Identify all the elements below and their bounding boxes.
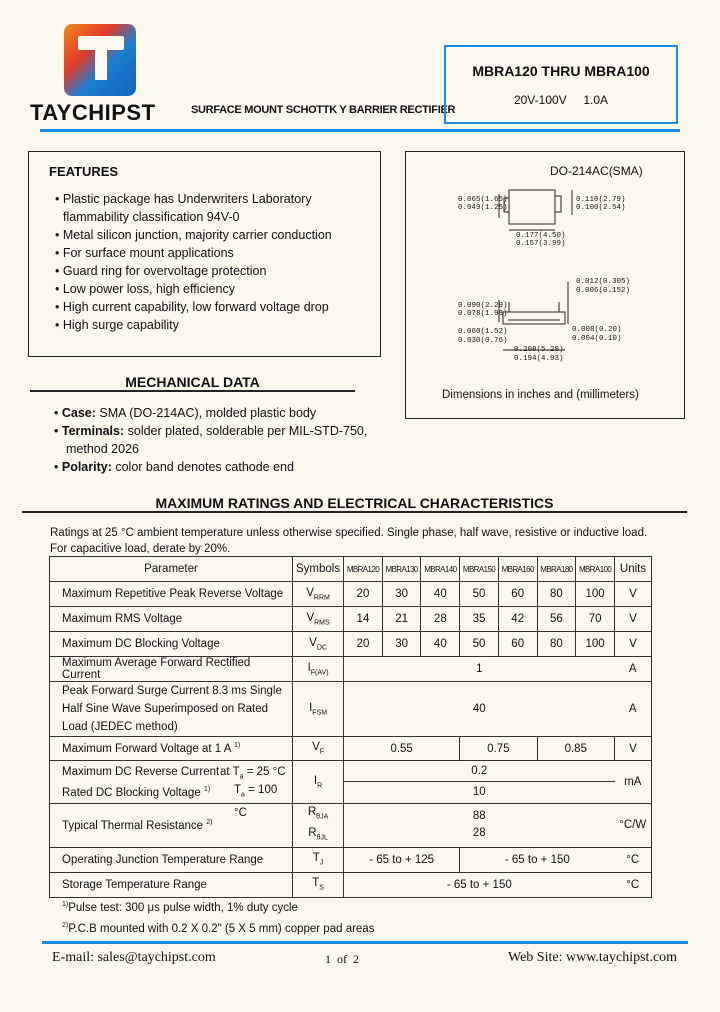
dim-label: 0.012(0.305) xyxy=(576,278,631,286)
value-cell: 28 xyxy=(421,607,460,632)
mechanical-item: • Case: SMA (DO-214AC), molded plastic body xyxy=(54,406,317,420)
dim-label: 0.177(4.50) xyxy=(516,232,566,240)
param-cell: Maximum Repetitive Peak Reverse Voltage xyxy=(50,582,293,607)
value-cell: 0.55 xyxy=(344,737,460,761)
value-cell: 35 xyxy=(460,607,499,632)
mechanical-item: method 2026 xyxy=(66,442,139,456)
part-range: MBRA120 THRU MBRA100 xyxy=(472,63,650,79)
footnote: $^{2)}$P.C.B mounted with 0.2 X 0.2" (5 X 5 mm) copper pad areas xyxy=(62,921,375,935)
unit-cell: mA xyxy=(615,761,652,804)
dim-label: 0.065(1.65) xyxy=(458,196,508,204)
symbol-cell: $R_{\theta JA}$ $R_{\theta JL}$ xyxy=(293,804,344,848)
header-model: MBRA140 xyxy=(421,557,460,582)
value-cell xyxy=(344,761,615,804)
feature-item: • Guard ring for overvoltage protection xyxy=(55,264,267,278)
table-row xyxy=(50,632,652,657)
unit-cell: °C/W xyxy=(615,804,652,848)
param-cell: Storage Temperature Range xyxy=(50,872,293,897)
value-cell: 40 xyxy=(421,632,460,657)
part-ratings: 20V-100V 1.0A xyxy=(513,93,609,107)
value-cell: 80 xyxy=(537,632,576,657)
dim-label: 0.008(0.20) xyxy=(572,326,622,334)
symbol-cell: $V_{RRM}$ xyxy=(293,582,344,607)
param-cell: Typical Thermal Resistance $^{2)}$ xyxy=(50,804,293,848)
page-number: 1 of 2 xyxy=(325,952,359,966)
ratings-table xyxy=(49,556,652,898)
header-model: MBRA180 xyxy=(537,557,576,582)
features-title: FEATURES xyxy=(49,164,119,179)
package-box xyxy=(405,151,685,419)
ir-100c-value: 10 xyxy=(472,786,486,798)
dim-label: 0.049(1.25) xyxy=(458,204,508,212)
value-cell: 0.85 xyxy=(537,737,614,761)
value-cell: 60 xyxy=(498,582,537,607)
dim-label: 0.194(4.93) xyxy=(514,355,564,363)
footer-website[interactable]: Web Site: www.taychipst.com xyxy=(508,950,678,965)
value-cell: 60 xyxy=(498,632,537,657)
footnotes xyxy=(62,896,374,938)
dim-label: 0.110(2.79) xyxy=(576,196,626,204)
value-cell: 70 xyxy=(576,607,615,632)
footnote: $^{1)}$Pulse test: 300 μs pulse width, 1% duty cycle xyxy=(62,901,298,914)
value-cell: 50 xyxy=(460,632,499,657)
table-row xyxy=(50,607,652,632)
package-outline-drawing xyxy=(406,152,686,420)
table-row xyxy=(50,682,652,737)
value-cell: 1 xyxy=(344,657,615,682)
header-symbols: Symbols xyxy=(293,557,344,582)
dimensions-caption: Dimensions in inches and (millimeters) xyxy=(442,389,639,401)
value-cell: 100 xyxy=(576,632,615,657)
mechanical-title: MECHANICAL DATA xyxy=(30,374,355,392)
value-cell: 20 xyxy=(344,582,383,607)
feature-item: flammability classification 94V-0 xyxy=(63,210,240,224)
value-cell: 20 xyxy=(344,632,383,657)
table-row xyxy=(50,657,652,682)
value-cell: 40 xyxy=(344,682,615,737)
ratings-note: Ratings at 25 °C ambient temperature unless otherwise specified. Single phase, half wave, resistive or inductive load. For capacitive load, derate by 20%. xyxy=(50,527,648,555)
brand-name: TAYCHIPST xyxy=(30,100,156,125)
feature-item: • For surface mount applications xyxy=(55,246,234,260)
unit-cell: °C xyxy=(615,847,652,872)
value-cell: 14 xyxy=(344,607,383,632)
mechanical-item: • Polarity: color band denotes cathode end xyxy=(54,460,294,474)
unit-cell: V xyxy=(615,582,652,607)
param-cell: Maximum DC Reverse Current at $T_a = 25$ °C Rated DC Blocking Voltage $^{1)}$ $T_a = 100$ °C xyxy=(50,761,293,804)
ir-25c-value: 0.2 xyxy=(344,761,614,782)
value-cell: 0.75 xyxy=(460,737,537,761)
value-cell: 56 xyxy=(537,607,576,632)
feature-item: • Plastic package has Underwriters Laboratory xyxy=(55,192,312,206)
param-cell: Maximum Average Forward Rectified Current xyxy=(50,657,293,682)
table-row xyxy=(50,737,652,761)
param-cell: Maximum Forward Voltage at 1 A $^{1)}$ xyxy=(50,737,293,761)
symbol-cell: $I_{FSM}$ xyxy=(293,682,344,737)
value-cell: 21 xyxy=(382,607,421,632)
header-model: MBRA150 xyxy=(460,557,499,582)
dim-label: 0.030(0.76) xyxy=(458,337,508,345)
symbol-cell: $V_{DC}$ xyxy=(293,632,344,657)
dim-label: 0.100(2.54) xyxy=(576,204,626,212)
dim-label: 0.208(5.28) xyxy=(514,346,564,354)
part-title-box xyxy=(444,45,678,124)
param-cell: Maximum DC Blocking Voltage xyxy=(50,632,293,657)
table-row xyxy=(50,761,652,804)
symbol-cell: $I_R$ xyxy=(293,761,344,804)
header-model: MBRA100 xyxy=(576,557,615,582)
mechanical-list xyxy=(54,404,367,476)
table-row xyxy=(50,872,652,897)
header-divider xyxy=(40,129,680,132)
unit-cell: A xyxy=(615,682,652,737)
symbol-cell: $V_{RMS}$ xyxy=(293,607,344,632)
dim-label: 0.078(1.98) xyxy=(458,310,508,318)
unit-cell: V xyxy=(615,737,652,761)
dim-label: 0.004(0.10) xyxy=(572,335,622,343)
symbol-cell: $I_{F(AV)}$ xyxy=(293,657,344,682)
table-row xyxy=(50,582,652,607)
features-list xyxy=(55,190,332,334)
value-cell: 42 xyxy=(498,607,537,632)
param-cell: Peak Forward Surge Current 8.3 ms Single Half Sine Wave Superimposed on Rated Load (JEDEC method) xyxy=(50,682,293,737)
unit-cell: °C xyxy=(615,872,652,897)
dim-label: 0.060(1.52) xyxy=(458,328,508,336)
symbol-cell: $T_J$ xyxy=(293,847,344,872)
header-model: MBRA130 xyxy=(382,557,421,582)
value-cell: - 65 to + 150 xyxy=(460,847,615,872)
value-cell: 88 28 xyxy=(344,804,615,848)
value-cell: 30 xyxy=(382,582,421,607)
header-model: MBRA160 xyxy=(498,557,537,582)
value-cell: 50 xyxy=(460,582,499,607)
ratings-title: MAXIMUM RATINGS AND ELECTRICAL CHARACTERISTICS xyxy=(22,495,687,513)
feature-item: • High current capability, low forward voltage drop xyxy=(55,300,329,314)
table-header-row xyxy=(50,557,652,582)
symbol-cell: $T_S$ xyxy=(293,872,344,897)
header-units: Units xyxy=(615,557,652,582)
param-cell: Operating Junction Temperature Range xyxy=(50,847,293,872)
package-name: DO-214AC(SMA) xyxy=(550,164,643,178)
features-box xyxy=(28,151,381,357)
symbol-cell: $V_F$ xyxy=(293,737,344,761)
dim-label: 0.157(3.99) xyxy=(516,240,566,248)
feature-item: • Metal silicon junction, majority carrier conduction xyxy=(55,228,332,242)
dim-label: 0.006(0.152) xyxy=(576,287,631,295)
unit-cell: V xyxy=(615,632,652,657)
value-cell: - 65 to + 125 xyxy=(344,847,460,872)
dim-label: 0.090(2.29) xyxy=(458,302,508,310)
mechanical-item: • Terminals: solder plated, solderable per MIL-STD-750, xyxy=(54,424,368,438)
value-cell: - 65 to + 150 xyxy=(344,872,615,897)
footer-email[interactable]: E-mail: sales@taychipst.com xyxy=(52,950,216,965)
value-cell: 30 xyxy=(382,632,421,657)
value-cell: 80 xyxy=(537,582,576,607)
header-parameter: Parameter xyxy=(50,557,293,582)
param-cell: Maximum RMS Voltage xyxy=(50,607,293,632)
table-row xyxy=(50,847,652,872)
logo-t-stem xyxy=(95,48,107,80)
value-cell: 40 xyxy=(421,582,460,607)
unit-cell: A xyxy=(615,657,652,682)
value-cell: 100 xyxy=(576,582,615,607)
unit-cell: V xyxy=(615,607,652,632)
footer-divider xyxy=(42,941,688,944)
table-row xyxy=(50,804,652,848)
header-model: MBRA120 xyxy=(344,557,383,582)
feature-item: • Low power loss, high efficiency xyxy=(55,282,235,296)
feature-item: • High surge capability xyxy=(55,318,179,332)
product-subtitle: SURFACE MOUNT SCHOTTK Y BARRIER RECTIFIER xyxy=(191,104,456,116)
